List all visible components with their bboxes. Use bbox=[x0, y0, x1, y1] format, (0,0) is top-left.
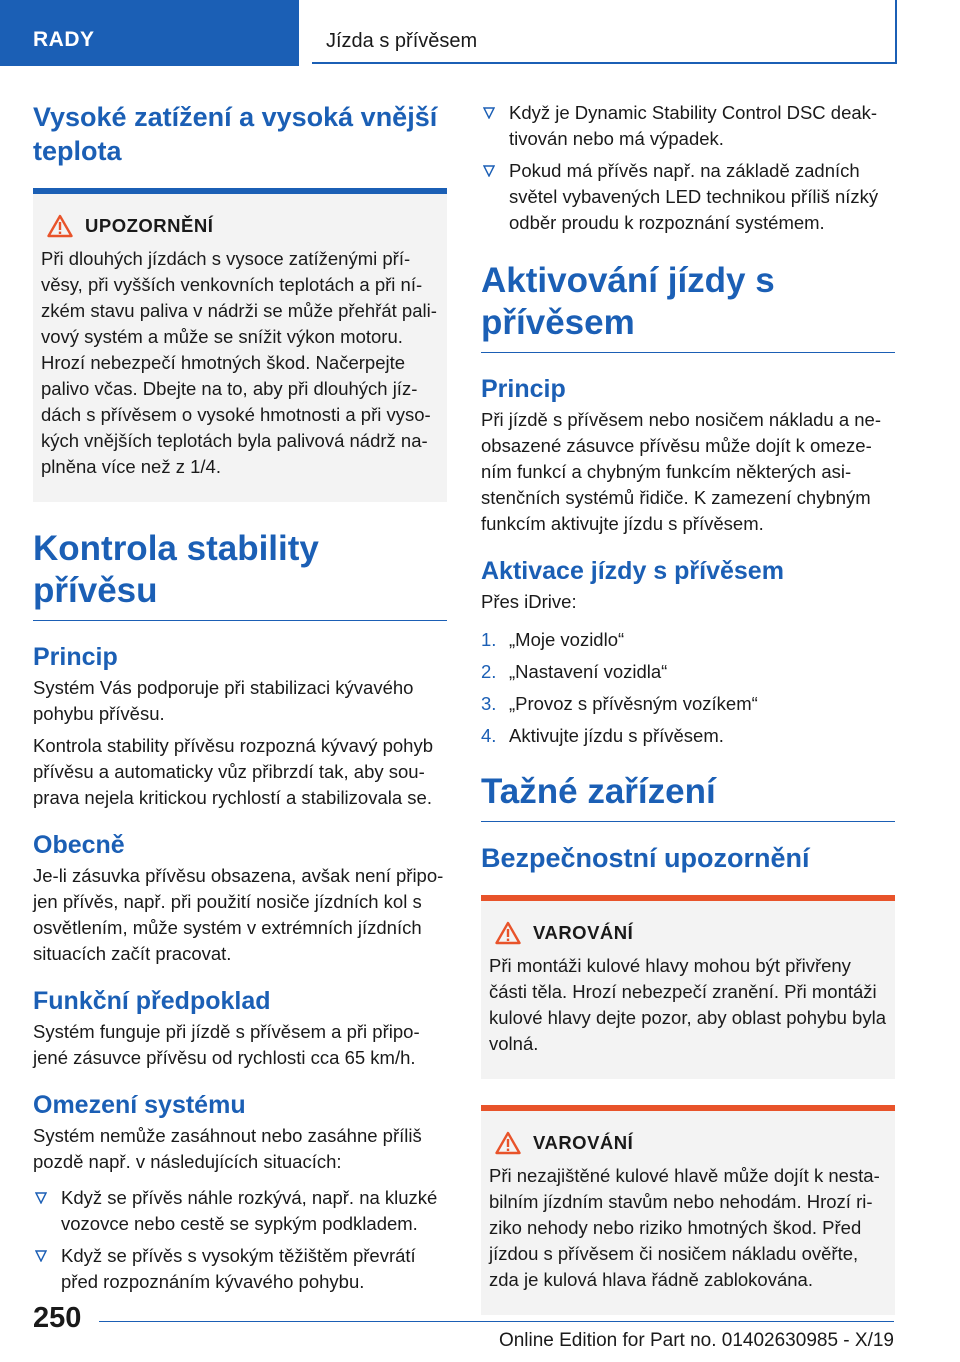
heading-trailer-stability: Kontrola stability přívěsu bbox=[33, 528, 447, 621]
list-item: Když se přívěs s vysokým těžištěm převrátí před rozpoznáním kývavého pohybu. bbox=[33, 1243, 447, 1295]
edition-text: Online Edition for Part no. 01402630985 - X/19 bbox=[498, 1330, 894, 1351]
paragraph: Kontrola stability přívěsu rozpozná kývavý pohyb přívěsu a automaticky vůz přibrzdí tak, aby souprava nejela kritickou rychlostí a stabilizovala se. bbox=[33, 735, 434, 808]
warning-notice bbox=[481, 1105, 895, 1315]
warning-triangle-icon bbox=[47, 214, 73, 238]
list-item: Když je Dynamic Stability Control DSC deaktivován nebo má výpadek. bbox=[481, 100, 895, 152]
triangle-bullet-icon bbox=[483, 107, 495, 119]
page-number: 250 bbox=[33, 1302, 82, 1334]
warning-notice bbox=[481, 895, 895, 1079]
heading-predpoklad: Funkční předpoklad bbox=[33, 987, 271, 1015]
paragraph: Je-li zásuvka přívěsu obsazena, avšak není připojen přívěs, např. při použití nosiče jízdních kol s osvětlením, může systém v extrémních jízdních situacích začít pracovat. bbox=[33, 865, 444, 964]
triangle-bullet-icon bbox=[35, 1250, 47, 1262]
chapter-tab bbox=[312, 0, 897, 64]
list-item: 1. „Moje vozidlo“ bbox=[481, 629, 625, 650]
heading-safety: Bezpečnostní upozornění bbox=[481, 843, 810, 873]
warning-label: VAROVÁNÍ bbox=[533, 922, 634, 943]
paragraph: Systém funguje při jízdě s přívěsem a při připojené zásuvce přívěsu od rychlosti cca 65 km/h. bbox=[33, 1021, 420, 1068]
paragraph: Systém Vás podporuje při stabilizaci kývavého pohybu přívěsu. bbox=[33, 677, 414, 724]
page-footer bbox=[0, 1295, 960, 1362]
steps-list bbox=[481, 627, 895, 749]
section-tab bbox=[0, 0, 299, 66]
warning-text: Při montáži kulové hlavy mohou být přivřeny části těla. Hrozí nebezpečí zranění. Při montáži kulové hlavy dejte pozor, aby oblast pohybu byla volná. bbox=[489, 955, 886, 1054]
list-item: Pokud má přívěs např. na základě zadních světel vybavených LED technikou příliš nízký odběr proudu k rozpoznání systémem. bbox=[481, 158, 895, 236]
heading-towbar: Tažné zařízení bbox=[481, 771, 895, 822]
triangle-bullet-icon bbox=[35, 1192, 47, 1204]
left-column bbox=[33, 100, 447, 1305]
footer-divider bbox=[99, 1321, 894, 1322]
paragraph: Při jízdě s přívěsem nebo nosičem nákladu a neobsazené zásuvce přívěsu může dojít k omezením funkcí a chybným funkcím některých asistenčních systémů řidiče. K zamezení chybným funkcím aktivujte jízdu s přívěsem. bbox=[481, 409, 882, 534]
right-column bbox=[481, 100, 895, 1341]
warning-triangle-icon bbox=[495, 921, 521, 945]
list-item: 2. „Nastavení vozidla“ bbox=[481, 661, 668, 682]
section-label: RADY bbox=[33, 28, 95, 51]
chapter-title: Jízda s přívěsem bbox=[326, 30, 478, 52]
caution-header bbox=[41, 212, 439, 240]
paragraph: Přes iDrive: bbox=[481, 591, 577, 612]
heading-aktivace: Aktivace jízdy s přívěsem bbox=[481, 557, 784, 585]
warning-triangle-icon bbox=[495, 1131, 521, 1155]
heading-obecne: Obecně bbox=[33, 831, 125, 859]
triangle-bullet-icon bbox=[483, 165, 495, 177]
paragraph: Systém nemůže zasáhnout nebo zasáhne příliš pozdě např. v následujících situacích: bbox=[33, 1125, 422, 1172]
limitations-list bbox=[33, 1185, 447, 1295]
list-item: Když se přívěs náhle rozkývá, např. na kluzké vozovce nebo cestě se sypkým podkladem. bbox=[33, 1185, 447, 1237]
caution-notice bbox=[33, 188, 447, 502]
limitations-list-continued bbox=[481, 100, 895, 236]
list-item: 4. Aktivujte jízdu s přívěsem. bbox=[481, 725, 724, 746]
heading-princip: Princip bbox=[33, 643, 118, 671]
caution-label: UPOZORNĚNÍ bbox=[85, 215, 214, 236]
warning-label: VAROVÁNÍ bbox=[533, 1132, 634, 1153]
page-header bbox=[0, 0, 960, 66]
heading-princip: Princip bbox=[481, 375, 566, 403]
heading-omezeni: Omezení systému bbox=[33, 1091, 246, 1119]
list-item: 3. „Provoz s přívěsným vozíkem“ bbox=[481, 693, 758, 714]
warning-header bbox=[489, 1129, 887, 1157]
heading-activate-trailer: Aktivování jízdy s přívěsem bbox=[481, 260, 895, 353]
warning-text: Při nezajištěné kulové hlavě může dojít k nestabilním jízdním stavům nebo nehodám. Hrozí riziko nehody nebo riziko hmotných škod. Před jízdou s přívěsem či nosičem nákladu ověřte, zda je kulová hlava řádně zablokována. bbox=[489, 1165, 880, 1290]
heading-high-load: Vysoké zatížení a vysoká vnější teplota bbox=[33, 102, 438, 166]
caution-text: Při dlouhých jízdách s vysoce zatíženými přívěsy, při vyšších venkovních teplotách a při nízkém stavu paliva v nádrži se může přehřát palivový systém a může se snížit výkon motoru. Hrozí nebezpečí hmotných škod. Načerpejte palivo včas. Dbejte na to, aby při dlouhých jízdách s přívěsem o vysoké hmotnosti a při vysokých vnějších teplotách byla palivová nádrž naplněna více než z 1/4. bbox=[41, 248, 437, 477]
warning-header bbox=[489, 919, 887, 947]
